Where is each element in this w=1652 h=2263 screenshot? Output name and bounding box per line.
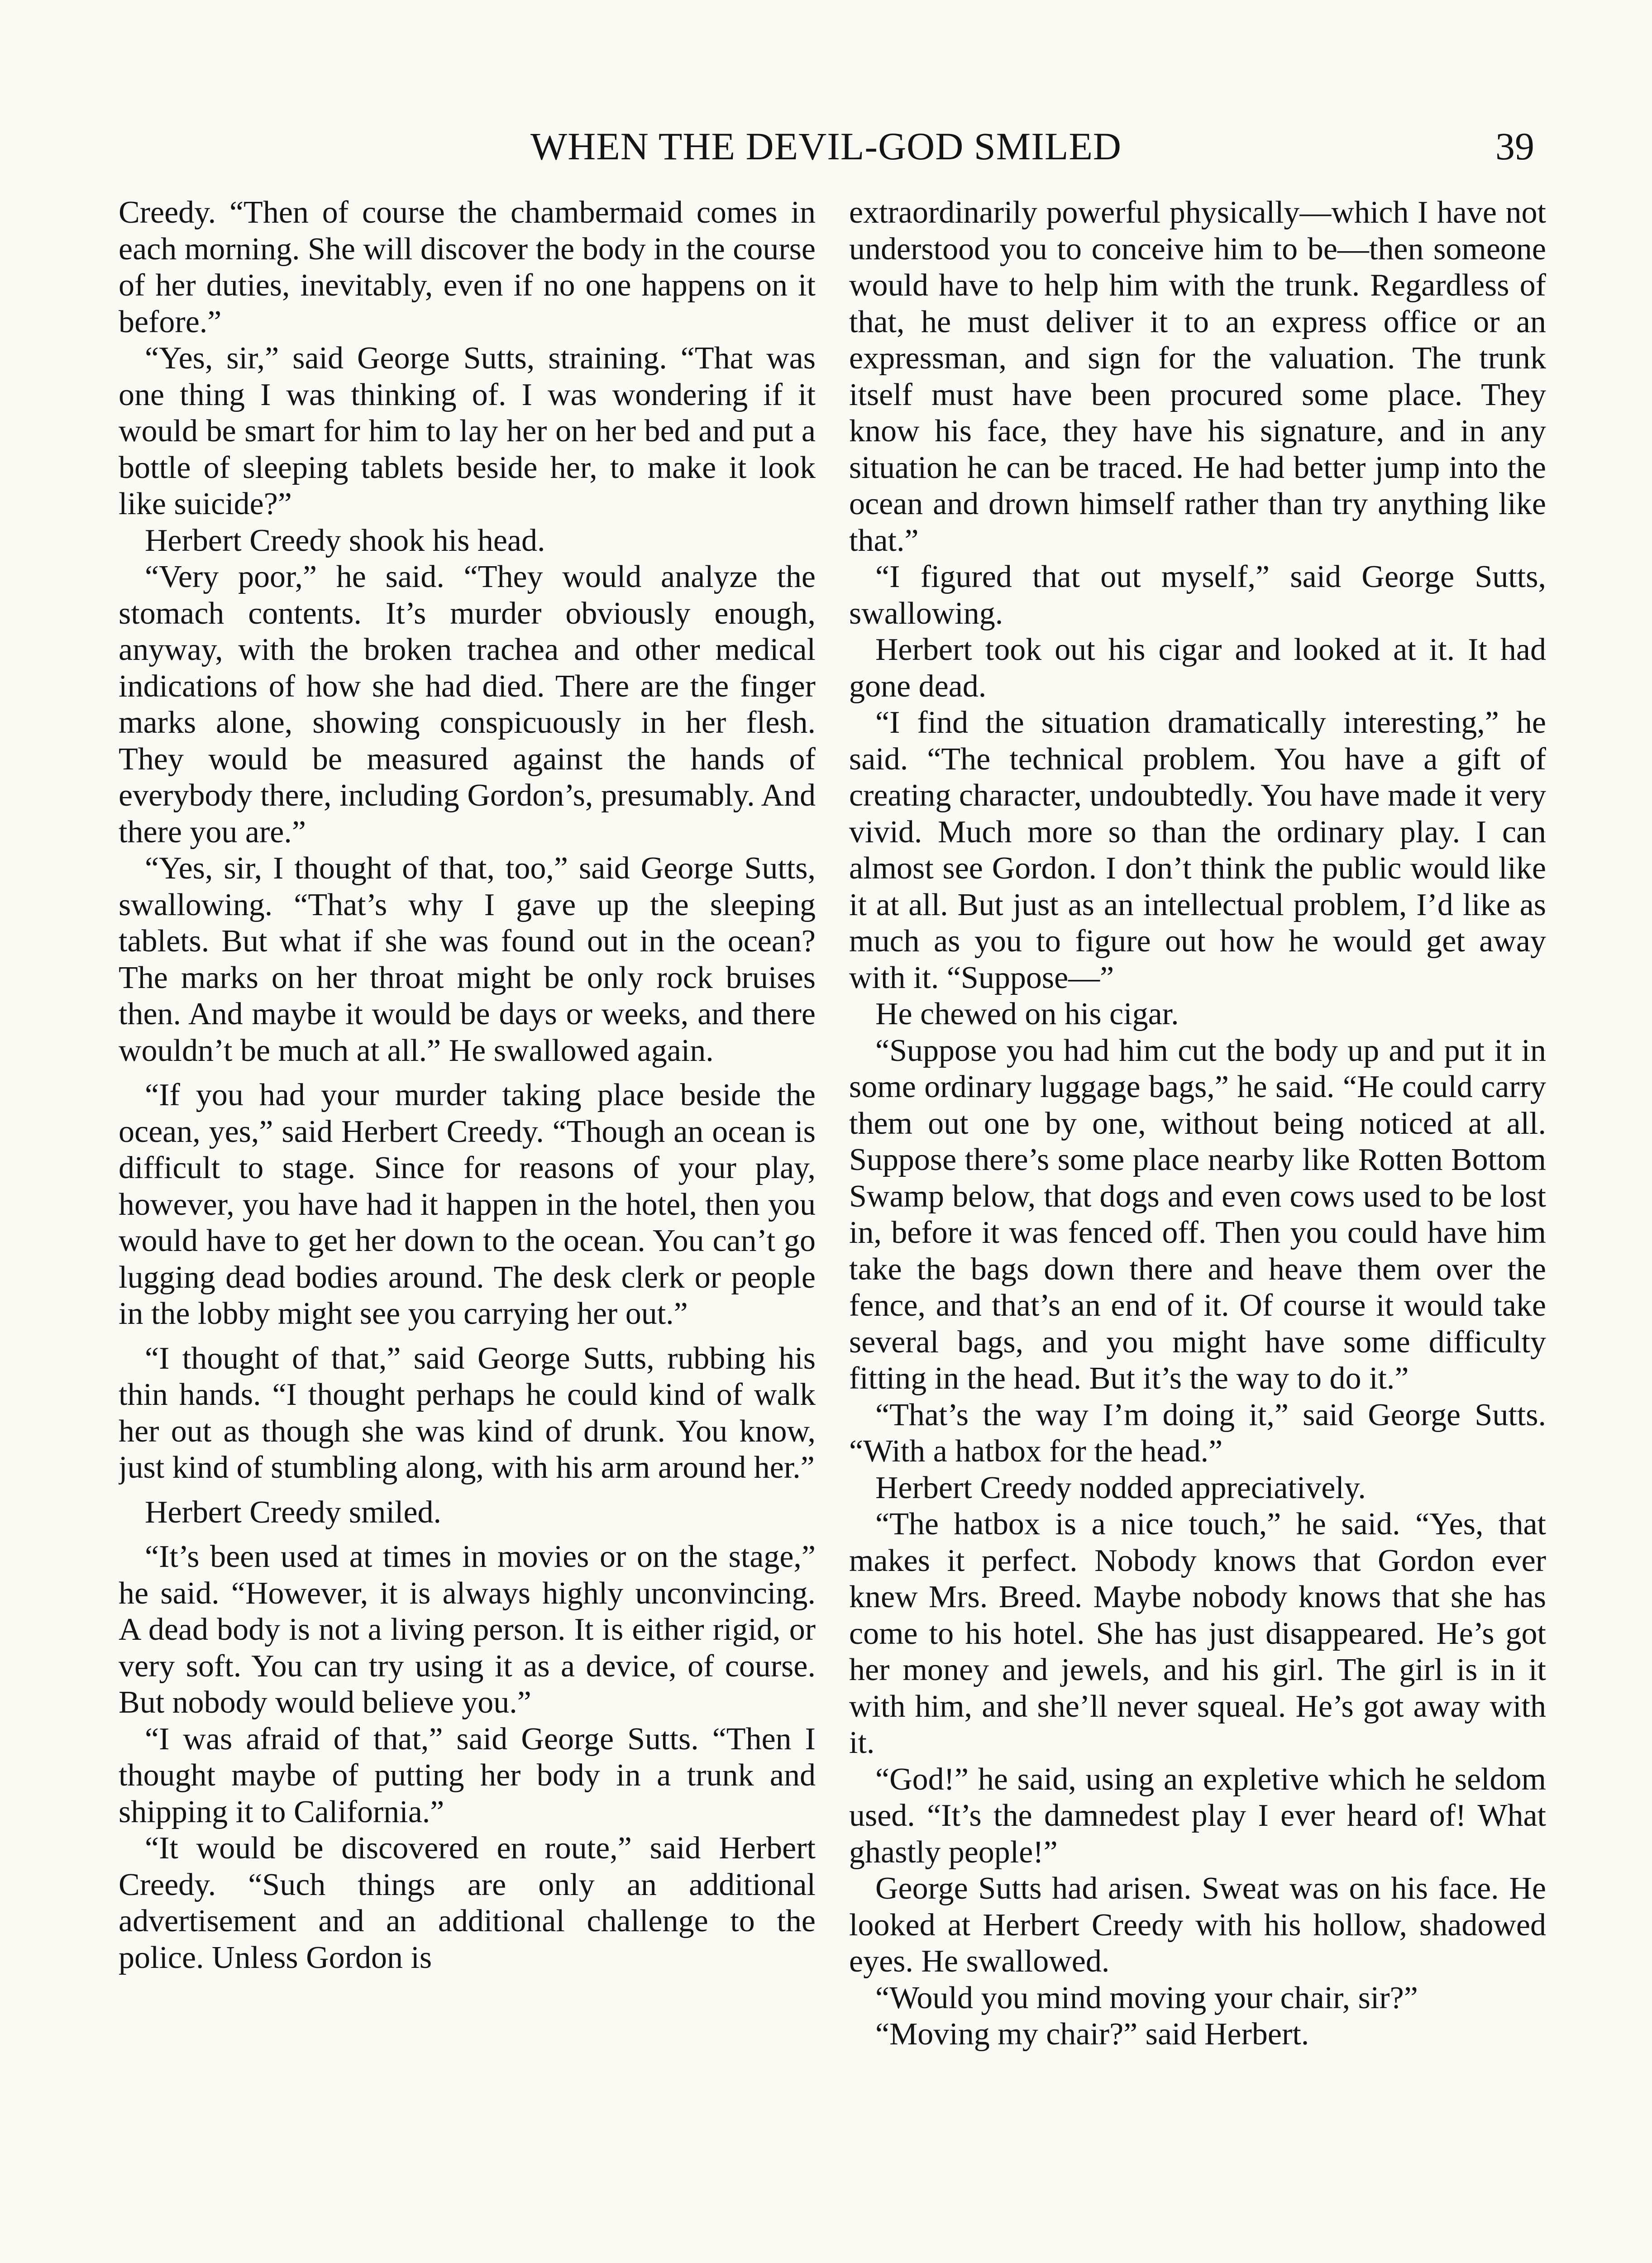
paragraph: Herbert took out his cigar and looked at it. It had gone dead. [849, 632, 1546, 704]
paragraph: “I thought of that,” said George Sutts, rubbing his thin hands. “I thought perhaps he could kind of walk her out as though she was kind of drunk. You know, just kind of stumbling along, with his arm around her.” [119, 1341, 816, 1485]
paragraph: “I find the situation dramatically interesting,” he said. “The technical problem. You have a gift of creating character, undoubtedly. You have made it very vivid. Much more so than the ordinary play. I can almost see Gordon. I don’t think the public would like it at all. But just as an intellectual problem, I’d like as much as you to figure out how he would get away with it. “Suppose—” [849, 705, 1546, 995]
paragraph: “It would be discovered en route,” said Herbert Creedy. “Such things are only an additional advertisement and an additional challenge to the police. Unless Gordon is [119, 1831, 816, 1975]
paragraph: “It’s been used at times in movies or on the stage,” he said. “However, it is always highly unconvincing. A dead body is not a living person. It is either rigid, or very soft. You can try using it as a device, of course. But nobody would believe you.” [119, 1539, 816, 1720]
right-text-column [849, 195, 1546, 2263]
paragraph: George Sutts had arisen. Sweat was on his face. He looked at Herbert Creedy with his hollow, shadowed eyes. He swallowed. [849, 1871, 1546, 1979]
paragraph: Herbert Creedy nodded appreciatively. [875, 1470, 1366, 1505]
paragraph: “Very poor,” he said. “They would analyze the stomach contents. It’s murder obviously enough, anyway, with the broken trachea and other medical indications of how she had died. There are the finger marks alone, showing conspicuously in her flesh. They would be measured against the hands of everybody there, including Gordon’s, presumably. And there you are.” [119, 559, 816, 850]
paragraph: He chewed on his cigar. [875, 997, 1179, 1031]
paragraph: Creedy. “Then of course the chambermaid comes in each morning. She will discover the body in the course of her duties, inevitably, even if no one happens on it before.” [119, 195, 816, 339]
paragraph: Herbert Creedy shook his head. [145, 523, 545, 558]
paragraph: “I figured that out myself,” said George Sutts, swallowing. [849, 559, 1546, 631]
paragraph: Herbert Creedy smiled. [145, 1494, 442, 1530]
paragraph: “Suppose you had him cut the body up and put it in some ordinary luggage bags,” he said. “He could carry them out one by one, without being noticed at all. Suppose there’s some place nearby like Rotten Bottom Swamp below, that dogs and even cows used to be lost in, before it was fenced off. Then you could have him take the bags down there and heave them over the fence, and that’s an end of it. Of course it would take several bags, and you might have some difficulty fitting in the head. But it’s the way to do it.” [849, 1033, 1546, 1396]
paragraph: “Yes, sir, I thought of that, too,” said George Sutts, swallowing. “That’s why I gave up the sleeping tablets. But what if she was found out in the ocean? The marks on her throat might be only rock bruises then. And maybe it would be days or weeks, and there wouldn’t be much at all.” He swallowed again. [119, 851, 816, 1068]
paragraph: “The hatbox is a nice touch,” he said. “Yes, that makes it perfect. Nobody knows that Gordon ever knew Mrs. Breed. Maybe nobody knows that she has come to his hotel. She has just disappeared. He’s got her money and jewels, and his girl. The girl is in it with him, and she’ll never squeal. He’s got away with it. [849, 1507, 1546, 1760]
paragraph: “I was afraid of that,” said George Sutts. “Then I thought maybe of putting her body in a trunk and shipping it to California.” [119, 1721, 816, 1829]
paragraph: “Yes, sir,” said George Sutts, straining. “That was one thing I was thinking of. I was wondering if it would be smart for him to lay her on her bed and put a bottle of sleeping tablets beside her, to make it look like suicide?” [119, 341, 816, 521]
page-number: 39 [1495, 124, 1534, 168]
paragraph: “That’s the way I’m doing it,” said George Sutts. “With a hatbox for the head.” [849, 1397, 1546, 1469]
paragraph: “If you had your murder taking place beside the ocean, yes,” said Herbert Creedy. “Though an ocean is difficult to stage. Since for reasons of your play, however, you have had it happen in the hotel, then you would have to get her down to the ocean. You can’t go lugging dead bodies around. The desk clerk or people in the lobby might see you carrying her out.” [119, 1078, 816, 1331]
paragraph: extraordinarily powerful physically—which I have not understood you to conceive him to be—then someone would have to help him with the trunk. Regardless of that, he must deliver it to an express office or an expressman, and sign for the valuation. The trunk itself must have been procured some place. They know his face, they have his signature, and in any situation he can be traced. He had better jump into the ocean and drown himself rather than try anything like that.” [849, 195, 1546, 558]
left-text-column [119, 195, 816, 2263]
paragraph: “Would you mind moving your chair, sir?” [875, 1980, 1418, 2015]
running-header [118, 121, 1534, 171]
paragraph: “Moving my chair?” said Herbert. [875, 2017, 1309, 2052]
paragraph: “God!” he said, using an expletive which he seldom used. “It’s the damnedest play I ever heard of! What ghastly people!” [849, 1762, 1546, 1870]
chapter-title: WHEN THE DEVIL-GOD SMILED [530, 124, 1122, 168]
